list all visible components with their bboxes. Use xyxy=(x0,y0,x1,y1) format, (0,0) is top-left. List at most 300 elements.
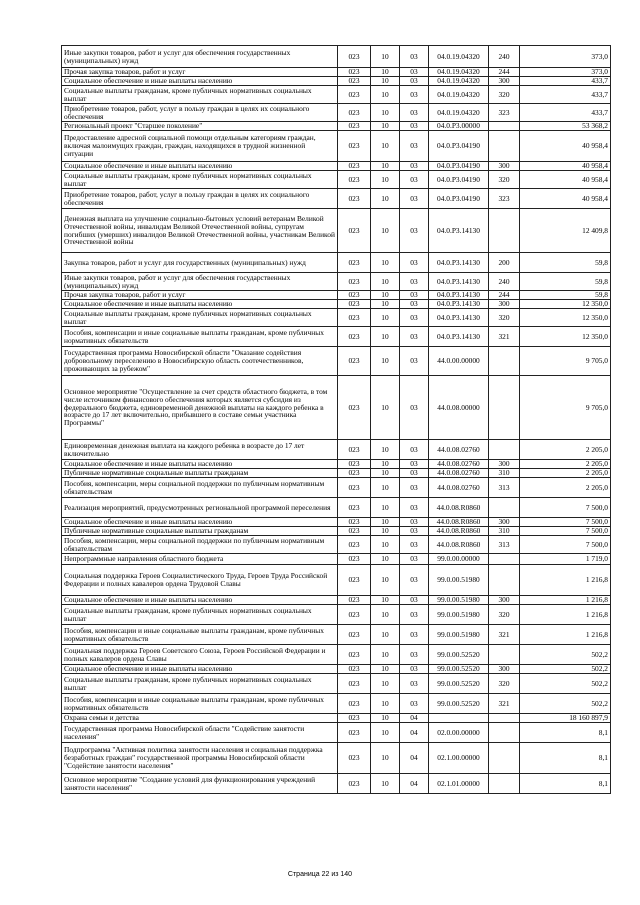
subsection-code-cell: 03 xyxy=(400,327,429,347)
target-article-cell: 04.0.Р3.14130 xyxy=(429,209,489,253)
section-code-cell: 10 xyxy=(371,171,400,189)
target-article-cell: 04.0.Р3.04190 xyxy=(429,162,489,171)
expense-kind-cell: 300 xyxy=(489,665,520,674)
subsection-code-cell: 03 xyxy=(400,694,429,714)
amount-cell: 2 205,0 xyxy=(520,460,611,469)
target-article-cell: 04.0.Р3.04190 xyxy=(429,189,489,209)
ministry-code-cell: 023 xyxy=(338,565,371,596)
section-code-cell: 10 xyxy=(371,162,400,171)
expense-kind-cell xyxy=(489,554,520,565)
table-row xyxy=(62,674,611,694)
table-row xyxy=(62,694,611,714)
amount-cell: 433,7 xyxy=(520,104,611,122)
section-code-cell: 10 xyxy=(371,376,400,440)
amount-cell: 1 216,8 xyxy=(520,565,611,596)
section-code-cell: 10 xyxy=(371,86,400,104)
section-code-cell: 10 xyxy=(371,518,400,527)
target-article-cell: 02.0.00.00000 xyxy=(429,723,489,743)
expense-name-cell: Пособия, компенсации, меры социальной поддержки по публичным нормативным обязательствам xyxy=(62,478,338,498)
expense-kind-cell: 300 xyxy=(489,460,520,469)
expense-kind-cell: 300 xyxy=(489,518,520,527)
ministry-code-cell: 023 xyxy=(338,46,371,68)
table-row xyxy=(62,46,611,68)
expense-name-cell: Социальное обеспечение и иные выплаты населению xyxy=(62,77,338,86)
ministry-code-cell: 023 xyxy=(338,694,371,714)
target-article-cell: 04.0.19.04320 xyxy=(429,46,489,68)
ministry-code-cell: 023 xyxy=(338,596,371,605)
subsection-code-cell: 03 xyxy=(400,273,429,291)
section-code-cell: 10 xyxy=(371,104,400,122)
expense-kind-cell: 321 xyxy=(489,625,520,645)
ministry-code-cell: 023 xyxy=(338,77,371,86)
subsection-code-cell: 03 xyxy=(400,554,429,565)
expense-kind-cell xyxy=(489,131,520,162)
target-article-cell: 04.0.19.04320 xyxy=(429,86,489,104)
target-article-cell: 44.0.08.02760 xyxy=(429,440,489,460)
table-row xyxy=(62,625,611,645)
table-row xyxy=(62,162,611,171)
amount-cell: 2 205,0 xyxy=(520,478,611,498)
table-row xyxy=(62,209,611,253)
table-row xyxy=(62,440,611,460)
ministry-code-cell: 023 xyxy=(338,189,371,209)
expense-name-cell: Иные закупки товаров, работ и услуг для обеспечения государственных (муниципальных) нужд xyxy=(62,273,338,291)
section-code-cell: 10 xyxy=(371,694,400,714)
section-code-cell: 10 xyxy=(371,596,400,605)
section-code-cell: 10 xyxy=(371,300,400,309)
subsection-code-cell: 03 xyxy=(400,291,429,300)
ministry-code-cell: 023 xyxy=(338,68,371,77)
expense-name-cell: Социальные выплаты гражданам, кроме публичных нормативных социальных выплат xyxy=(62,171,338,189)
table-row xyxy=(62,565,611,596)
expense-name-cell: Социальное обеспечение и иные выплаты населению xyxy=(62,460,338,469)
expense-name-cell: Пособия, компенсации и иные социальные выплаты гражданам, кроме публичных нормативных обязательств xyxy=(62,694,338,714)
amount-cell: 59,8 xyxy=(520,253,611,273)
target-article-cell: 99.0.00.51980 xyxy=(429,625,489,645)
amount-cell: 12 409,8 xyxy=(520,209,611,253)
amount-cell: 8,1 xyxy=(520,743,611,774)
amount-cell: 8,1 xyxy=(520,774,611,794)
section-code-cell: 10 xyxy=(371,347,400,376)
ministry-code-cell: 023 xyxy=(338,625,371,645)
expense-kind-cell xyxy=(489,347,520,376)
subsection-code-cell: 03 xyxy=(400,86,429,104)
ministry-code-cell: 023 xyxy=(338,171,371,189)
expense-kind-cell: 300 xyxy=(489,162,520,171)
ministry-code-cell: 023 xyxy=(338,253,371,273)
subsection-code-cell: 03 xyxy=(400,674,429,694)
ministry-code-cell: 023 xyxy=(338,376,371,440)
table-row xyxy=(62,723,611,743)
table-row xyxy=(62,86,611,104)
amount-cell: 12 350,0 xyxy=(520,327,611,347)
expense-name-cell: Иные закупки товаров, работ и услуг для обеспечения государственных (муниципальных) нужд xyxy=(62,46,338,68)
amount-cell: 1 216,8 xyxy=(520,625,611,645)
expense-name-cell: Государственная программа Новосибирской области "Оказание содействия добровольному переселению в Новосибирскую область соотечественников, проживающих за рубежом" xyxy=(62,347,338,376)
expense-kind-cell xyxy=(489,440,520,460)
subsection-code-cell: 03 xyxy=(400,645,429,665)
expense-name-cell: Пособия, компенсации и иные социальные выплаты гражданам, кроме публичных нормативных обязательств xyxy=(62,327,338,347)
expense-name-cell: Социальные выплаты гражданам, кроме публичных нормативных социальных выплат xyxy=(62,86,338,104)
section-code-cell: 10 xyxy=(371,478,400,498)
table-row xyxy=(62,714,611,723)
amount-cell: 8,1 xyxy=(520,723,611,743)
target-article-cell: 44.0.08.R0860 xyxy=(429,527,489,536)
expense-name-cell: Публичные нормативные социальные выплаты гражданам xyxy=(62,469,338,478)
table-row xyxy=(62,478,611,498)
expense-name-cell: Основное мероприятие "Создание условий для функционирования учреждений занятости населения" xyxy=(62,774,338,794)
subsection-code-cell: 03 xyxy=(400,536,429,554)
section-code-cell: 10 xyxy=(371,77,400,86)
target-article-cell: 99.0.00.51980 xyxy=(429,605,489,625)
expense-kind-cell xyxy=(489,209,520,253)
target-article-cell: 44.0.00.00000 xyxy=(429,347,489,376)
table-row xyxy=(62,743,611,774)
expense-kind-cell: 300 xyxy=(489,300,520,309)
table-row xyxy=(62,596,611,605)
expense-kind-cell: 320 xyxy=(489,86,520,104)
ministry-code-cell: 023 xyxy=(338,645,371,665)
expense-name-cell: Предоставление адресной социальной помощи отдельным категориям граждан, включая малоимущих граждан, граждан, находящихся в трудной жизненной ситуации xyxy=(62,131,338,162)
expense-name-cell: Социальное обеспечение и иные выплаты населению xyxy=(62,300,338,309)
amount-cell: 1 216,8 xyxy=(520,605,611,625)
subsection-code-cell: 03 xyxy=(400,440,429,460)
section-code-cell: 10 xyxy=(371,46,400,68)
amount-cell: 502,2 xyxy=(520,674,611,694)
table-row xyxy=(62,300,611,309)
target-article-cell: 99.0.00.51980 xyxy=(429,565,489,596)
section-code-cell: 10 xyxy=(371,253,400,273)
expense-kind-cell: 240 xyxy=(489,46,520,68)
section-code-cell: 10 xyxy=(371,554,400,565)
expense-kind-cell: 323 xyxy=(489,189,520,209)
amount-cell: 40 958,4 xyxy=(520,189,611,209)
amount-cell: 53 368,2 xyxy=(520,122,611,131)
section-code-cell: 10 xyxy=(371,674,400,694)
table-row xyxy=(62,605,611,625)
ministry-code-cell: 023 xyxy=(338,723,371,743)
expense-kind-cell: 323 xyxy=(489,104,520,122)
amount-cell: 7 500,0 xyxy=(520,536,611,554)
target-article-cell: 99.0.00.52520 xyxy=(429,665,489,674)
table-row xyxy=(62,309,611,327)
amount-cell: 40 958,4 xyxy=(520,171,611,189)
ministry-code-cell: 023 xyxy=(338,674,371,694)
target-article-cell: 04.0.Р3.00000 xyxy=(429,122,489,131)
amount-cell: 373,0 xyxy=(520,46,611,68)
expense-name-cell: Социальные выплаты гражданам, кроме публичных нормативных социальных выплат xyxy=(62,674,338,694)
target-article-cell: 02.1.00.00000 xyxy=(429,743,489,774)
ministry-code-cell: 023 xyxy=(338,518,371,527)
subsection-code-cell: 03 xyxy=(400,376,429,440)
expense-name-cell: Пособия, компенсации, меры социальной поддержки по публичным нормативным обязательствам xyxy=(62,536,338,554)
section-code-cell: 10 xyxy=(371,536,400,554)
table-row xyxy=(62,645,611,665)
amount-cell: 7 500,0 xyxy=(520,498,611,518)
expense-kind-cell xyxy=(489,723,520,743)
ministry-code-cell: 023 xyxy=(338,743,371,774)
table-row xyxy=(62,498,611,518)
target-article-cell: 44.0.08.R0860 xyxy=(429,498,489,518)
expense-kind-cell: 300 xyxy=(489,77,520,86)
amount-cell: 12 350,0 xyxy=(520,309,611,327)
expense-kind-cell: 320 xyxy=(489,309,520,327)
target-article-cell: 44.0.08.02760 xyxy=(429,469,489,478)
expense-name-cell: Основное мероприятие "Осуществление за счет средств областного бюджета, в том числе источником финансового обеспечения которых является субсидия из федерального бюджета, единовременной денежной выплаты на каждого ребенка в возрасте до 17 лет включительно, прибывшего в составе семьи участника Программы" xyxy=(62,376,338,440)
ministry-code-cell: 023 xyxy=(338,554,371,565)
subsection-code-cell: 04 xyxy=(400,774,429,794)
amount-cell: 2 205,0 xyxy=(520,469,611,478)
target-article-cell: 04.0.Р3.04190 xyxy=(429,131,489,162)
ministry-code-cell: 023 xyxy=(338,327,371,347)
expense-name-cell: Непрограммные направления областного бюджета xyxy=(62,554,338,565)
subsection-code-cell: 03 xyxy=(400,68,429,77)
subsection-code-cell: 04 xyxy=(400,714,429,723)
section-code-cell: 10 xyxy=(371,122,400,131)
expense-kind-cell xyxy=(489,743,520,774)
ministry-code-cell: 023 xyxy=(338,665,371,674)
ministry-code-cell: 023 xyxy=(338,469,371,478)
table-row xyxy=(62,376,611,440)
target-article-cell: 04.0.Р3.14130 xyxy=(429,309,489,327)
subsection-code-cell: 03 xyxy=(400,162,429,171)
amount-cell: 7 500,0 xyxy=(520,518,611,527)
expense-kind-cell xyxy=(489,565,520,596)
amount-cell: 502,2 xyxy=(520,645,611,665)
expense-name-cell: Прочая закупка товаров, работ и услуг xyxy=(62,291,338,300)
expense-name-cell: Социальные выплаты гражданам, кроме публичных нормативных социальных выплат xyxy=(62,309,338,327)
subsection-code-cell: 04 xyxy=(400,723,429,743)
ministry-code-cell: 023 xyxy=(338,440,371,460)
expense-kind-cell xyxy=(489,645,520,665)
expense-kind-cell xyxy=(489,714,520,723)
subsection-code-cell: 03 xyxy=(400,596,429,605)
expense-kind-cell xyxy=(489,774,520,794)
expense-kind-cell: 313 xyxy=(489,478,520,498)
expense-kind-cell: 200 xyxy=(489,253,520,273)
section-code-cell: 10 xyxy=(371,309,400,327)
expense-name-cell: Закупка товаров, работ и услуг для государственных (муниципальных) нужд xyxy=(62,253,338,273)
ministry-code-cell: 023 xyxy=(338,309,371,327)
target-article-cell: 04.0.Р3.14130 xyxy=(429,253,489,273)
subsection-code-cell: 03 xyxy=(400,122,429,131)
table-row xyxy=(62,774,611,794)
target-article-cell: 04.0.Р3.14130 xyxy=(429,291,489,300)
table-row xyxy=(62,273,611,291)
subsection-code-cell: 03 xyxy=(400,665,429,674)
section-code-cell: 10 xyxy=(371,645,400,665)
subsection-code-cell: 03 xyxy=(400,478,429,498)
subsection-code-cell: 03 xyxy=(400,46,429,68)
table-row xyxy=(62,665,611,674)
expense-name-cell: Охрана семьи и детства xyxy=(62,714,338,723)
ministry-code-cell: 023 xyxy=(338,273,371,291)
table-row xyxy=(62,527,611,536)
target-article-cell: 44.0.08.R0860 xyxy=(429,518,489,527)
expense-name-cell: Социальное обеспечение и иные выплаты населению xyxy=(62,596,338,605)
section-code-cell: 10 xyxy=(371,327,400,347)
section-code-cell: 10 xyxy=(371,291,400,300)
target-article-cell: 04.0.Р3.04190 xyxy=(429,171,489,189)
amount-cell: 2 205,0 xyxy=(520,440,611,460)
expense-kind-cell xyxy=(489,122,520,131)
subsection-code-cell: 03 xyxy=(400,300,429,309)
expense-kind-cell: 310 xyxy=(489,469,520,478)
target-article-cell: 99.0.00.00000 xyxy=(429,554,489,565)
expense-name-cell: Социальная поддержка Героев Советского Союза, Героев Российской Федерации и полных кавалеров ордена Славы xyxy=(62,645,338,665)
subsection-code-cell: 03 xyxy=(400,625,429,645)
amount-cell: 433,7 xyxy=(520,86,611,104)
amount-cell: 12 350,0 xyxy=(520,300,611,309)
table-row xyxy=(62,131,611,162)
subsection-code-cell: 03 xyxy=(400,309,429,327)
section-code-cell: 10 xyxy=(371,209,400,253)
ministry-code-cell: 023 xyxy=(338,209,371,253)
target-article-cell: 44.0.08.02760 xyxy=(429,478,489,498)
expense-kind-cell: 244 xyxy=(489,68,520,77)
expense-kind-cell: 244 xyxy=(489,291,520,300)
ministry-code-cell: 023 xyxy=(338,527,371,536)
section-code-cell: 10 xyxy=(371,723,400,743)
expense-name-cell: Публичные нормативные социальные выплаты гражданам xyxy=(62,527,338,536)
section-code-cell: 10 xyxy=(371,68,400,77)
section-code-cell: 10 xyxy=(371,131,400,162)
expense-kind-cell: 320 xyxy=(489,171,520,189)
section-code-cell: 10 xyxy=(371,469,400,478)
expense-name-cell: Социальное обеспечение и иные выплаты населению xyxy=(62,162,338,171)
subsection-code-cell: 03 xyxy=(400,469,429,478)
subsection-code-cell: 03 xyxy=(400,565,429,596)
target-article-cell: 44.0.08.R0860 xyxy=(429,536,489,554)
ministry-code-cell: 023 xyxy=(338,86,371,104)
table-row xyxy=(62,171,611,189)
subsection-code-cell: 03 xyxy=(400,518,429,527)
section-code-cell: 10 xyxy=(371,498,400,518)
expense-name-cell: Пособия, компенсации и иные социальные выплаты гражданам, кроме публичных нормативных обязательств xyxy=(62,625,338,645)
expense-kind-cell: 240 xyxy=(489,273,520,291)
target-article-cell: 99.0.00.51980 xyxy=(429,596,489,605)
amount-cell: 40 958,4 xyxy=(520,131,611,162)
subsection-code-cell: 03 xyxy=(400,460,429,469)
target-article-cell xyxy=(429,714,489,723)
expense-name-cell: Региональный проект "Старшее поколение" xyxy=(62,122,338,131)
subsection-code-cell: 03 xyxy=(400,605,429,625)
budget-table-body xyxy=(62,46,611,794)
expense-kind-cell xyxy=(489,498,520,518)
ministry-code-cell: 023 xyxy=(338,774,371,794)
section-code-cell: 10 xyxy=(371,774,400,794)
ministry-code-cell: 023 xyxy=(338,291,371,300)
expense-name-cell: Государственная программа Новосибирской области "Содействие занятости населения" xyxy=(62,723,338,743)
amount-cell: 40 958,4 xyxy=(520,162,611,171)
expense-name-cell: Реализация мероприятий, предусмотренных региональной программой переселения xyxy=(62,498,338,518)
target-article-cell: 04.0.Р3.14130 xyxy=(429,327,489,347)
amount-cell: 7 500,0 xyxy=(520,527,611,536)
ministry-code-cell: 023 xyxy=(338,605,371,625)
target-article-cell: 99.0.00.52520 xyxy=(429,645,489,665)
amount-cell: 59,8 xyxy=(520,291,611,300)
target-article-cell: 04.0.19.04320 xyxy=(429,104,489,122)
ministry-code-cell: 023 xyxy=(338,300,371,309)
subsection-code-cell: 03 xyxy=(400,347,429,376)
table-row xyxy=(62,469,611,478)
expense-kind-cell: 313 xyxy=(489,536,520,554)
expense-kind-cell: 310 xyxy=(489,527,520,536)
ministry-code-cell: 023 xyxy=(338,536,371,554)
amount-cell: 59,8 xyxy=(520,273,611,291)
amount-cell: 433,7 xyxy=(520,77,611,86)
target-article-cell: 04.0.Р3.14130 xyxy=(429,300,489,309)
target-article-cell: 44.0.08.02760 xyxy=(429,460,489,469)
ministry-code-cell: 023 xyxy=(338,714,371,723)
table-row xyxy=(62,536,611,554)
target-article-cell: 99.0.00.52520 xyxy=(429,694,489,714)
expense-name-cell: Социальные выплаты гражданам, кроме публичных нормативных социальных выплат xyxy=(62,605,338,625)
ministry-code-cell: 023 xyxy=(338,498,371,518)
section-code-cell: 10 xyxy=(371,625,400,645)
subsection-code-cell: 03 xyxy=(400,77,429,86)
target-article-cell: 04.0.19.04320 xyxy=(429,68,489,77)
expense-kind-cell: 300 xyxy=(489,596,520,605)
subsection-code-cell: 03 xyxy=(400,171,429,189)
expense-kind-cell: 321 xyxy=(489,694,520,714)
expense-name-cell: Социальная поддержка Героев Социалистического Труда, Героев Труда Российской Федерации и полных кавалеров ордена Трудовой Славы xyxy=(62,565,338,596)
section-code-cell: 10 xyxy=(371,460,400,469)
amount-cell: 1 216,8 xyxy=(520,596,611,605)
ministry-code-cell: 023 xyxy=(338,131,371,162)
ministry-code-cell: 023 xyxy=(338,347,371,376)
target-article-cell: 44.0.08.00000 xyxy=(429,376,489,440)
page-footer: Страница 22 из 140 xyxy=(287,871,353,878)
table-row xyxy=(62,347,611,376)
target-article-cell: 02.1.01.00000 xyxy=(429,774,489,794)
section-code-cell: 10 xyxy=(371,527,400,536)
table-row xyxy=(62,104,611,122)
amount-cell: 502,2 xyxy=(520,665,611,674)
amount-cell: 9 705,0 xyxy=(520,347,611,376)
section-code-cell: 10 xyxy=(371,189,400,209)
amount-cell: 9 705,0 xyxy=(520,376,611,440)
target-article-cell: 04.0.Р3.14130 xyxy=(429,273,489,291)
subsection-code-cell: 03 xyxy=(400,131,429,162)
section-code-cell: 10 xyxy=(371,273,400,291)
subsection-code-cell: 03 xyxy=(400,104,429,122)
expense-kind-cell: 320 xyxy=(489,674,520,694)
table-row xyxy=(62,122,611,131)
target-article-cell: 04.0.19.04320 xyxy=(429,77,489,86)
subsection-code-cell: 03 xyxy=(400,209,429,253)
target-article-cell: 99.0.00.52520 xyxy=(429,674,489,694)
amount-cell: 18 160 897,9 xyxy=(520,714,611,723)
expense-name-cell: Подпрограмма "Активная политика занятости населения и социальная поддержка безработных граждан" государственной программы Новосибирской области "Содействие занятости населения" xyxy=(62,743,338,774)
table-row xyxy=(62,253,611,273)
expense-kind-cell xyxy=(489,376,520,440)
subsection-code-cell: 03 xyxy=(400,498,429,518)
section-code-cell: 10 xyxy=(371,565,400,596)
subsection-code-cell: 04 xyxy=(400,743,429,774)
expense-kind-cell: 321 xyxy=(489,327,520,347)
ministry-code-cell: 023 xyxy=(338,122,371,131)
amount-cell: 502,2 xyxy=(520,694,611,714)
subsection-code-cell: 03 xyxy=(400,189,429,209)
amount-cell: 1 719,0 xyxy=(520,554,611,565)
budget-table xyxy=(61,45,611,794)
ministry-code-cell: 023 xyxy=(338,460,371,469)
expense-name-cell: Прочая закупка товаров, работ и услуг xyxy=(62,68,338,77)
expense-name-cell: Единовременная денежная выплата на каждого ребенка в возрасте до 17 лет включительно xyxy=(62,440,338,460)
expense-name-cell: Социальное обеспечение и иные выплаты населению xyxy=(62,665,338,674)
expense-name-cell: Социальное обеспечение и иные выплаты населению xyxy=(62,518,338,527)
